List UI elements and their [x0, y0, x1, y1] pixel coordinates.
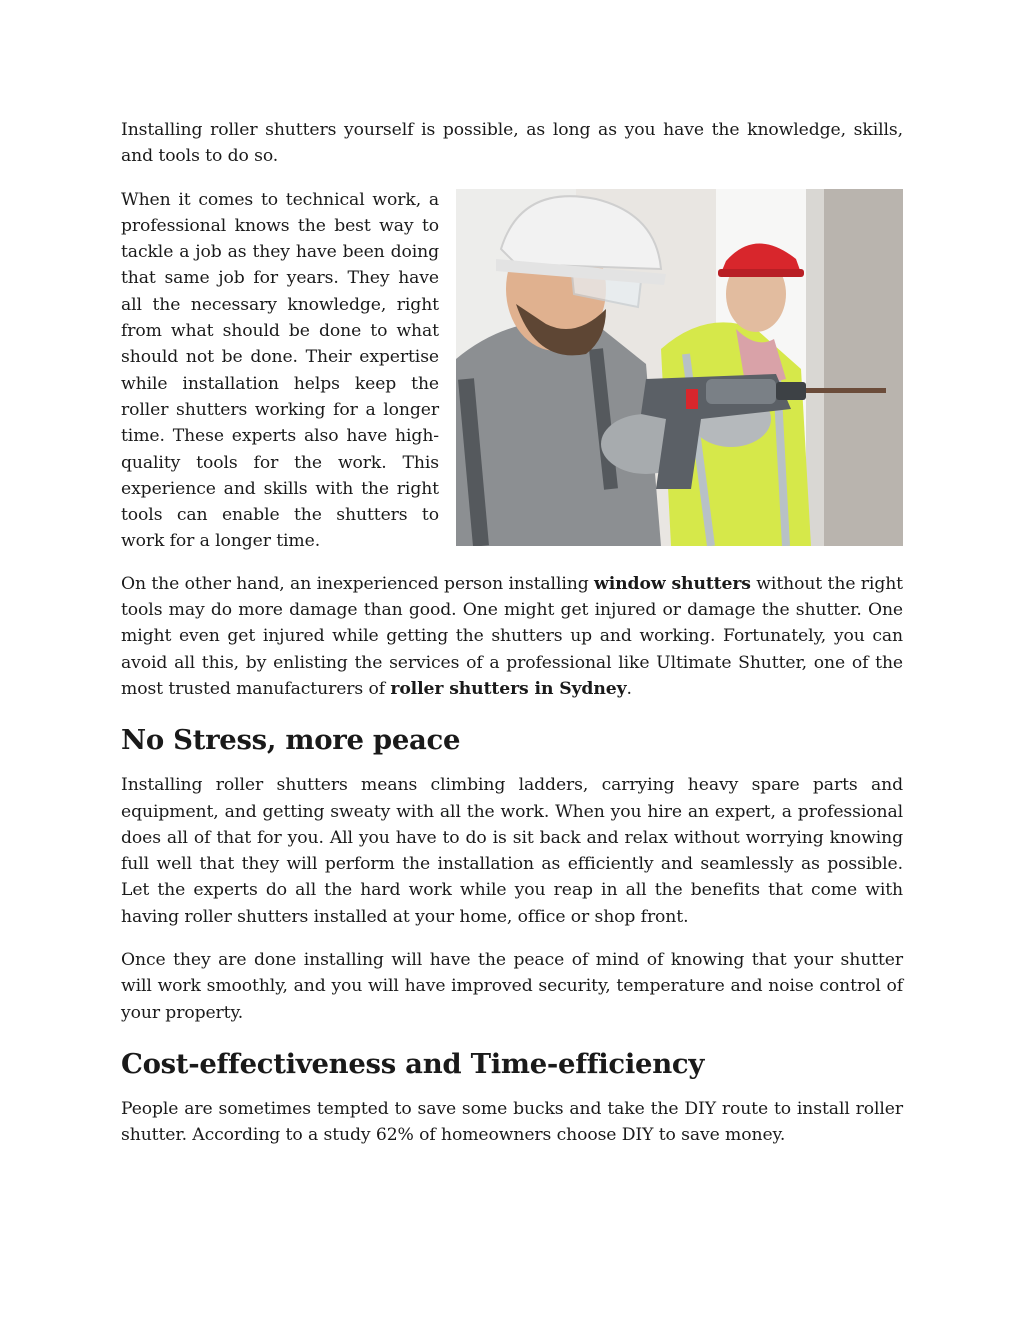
- window-shutters-bold: window shutters: [594, 573, 751, 594]
- cost-effectiveness-paragraph: People are sometimes tempted to save some bucks and take the DIY route to install roller shutter. According to a study 62% of homeowners choose DIY to save money.: [121, 1098, 903, 1146]
- no-stress-heading: No Stress, more peace: [121, 724, 461, 757]
- professional-paragraph: When it comes to technical work, a professional knows the best way to tackle a job as they have been doing that same job for years. They have all the necessary knowledge, right from what should be done to what should not be done. Their expertise while installation helps keep the roller shutters working for a longer time. These experts also have high-quality tools for the work. This experience and skills with the right tools can enable the shutters to work for a longer time.: [121, 189, 439, 552]
- cost-effectiveness-heading: Cost-effectiveness and Time-efficiency: [121, 1047, 705, 1080]
- other-hand-text-1: On the other hand, an inexperienced person installing: [121, 573, 595, 594]
- professional-section: [121, 187, 903, 555]
- other-hand-text-3: .: [626, 678, 632, 699]
- document-page: [121, 117, 903, 1149]
- intro-paragraph: Installing roller shutters yourself is possible, as long as you have the knowledge, skills, and tools to do so.: [121, 120, 903, 167]
- roller-shutters-sydney-bold: roller shutters in Sydney: [390, 678, 627, 699]
- no-stress-paragraph-2: Once they are done installing will have the peace of mind of knowing that your shutter will work smoothly, and you will have improved security, temperature and noise control of your property.: [121, 950, 903, 1023]
- workers-drilling-photo: [456, 189, 903, 546]
- other-hand-paragraph: [121, 571, 903, 702]
- no-stress-paragraph-1: Installing roller shutters means climbing ladders, carrying heavy spare parts and equipment, and getting sweaty with all the work. When you hire an expert, a professional does all of that for you. All you have to do is sit back and relax without worrying knowing full well that they will perform the installation as efficiently and seamlessly as possible. Let the experts do all the hard work while you reap in all the benefits that come with having roller shutters installed at your home, office or shop front.: [121, 775, 903, 927]
- other-hand-text-2: without the right tools may do more damage than good. One might get injured or damage the shutter. One might even get injured while getting the shutters up and working. Fortunately, you can avoid all this, by enlisting the services of a professional like Ultimate Shutter, one of the most trusted manufacturers of: [121, 573, 903, 699]
